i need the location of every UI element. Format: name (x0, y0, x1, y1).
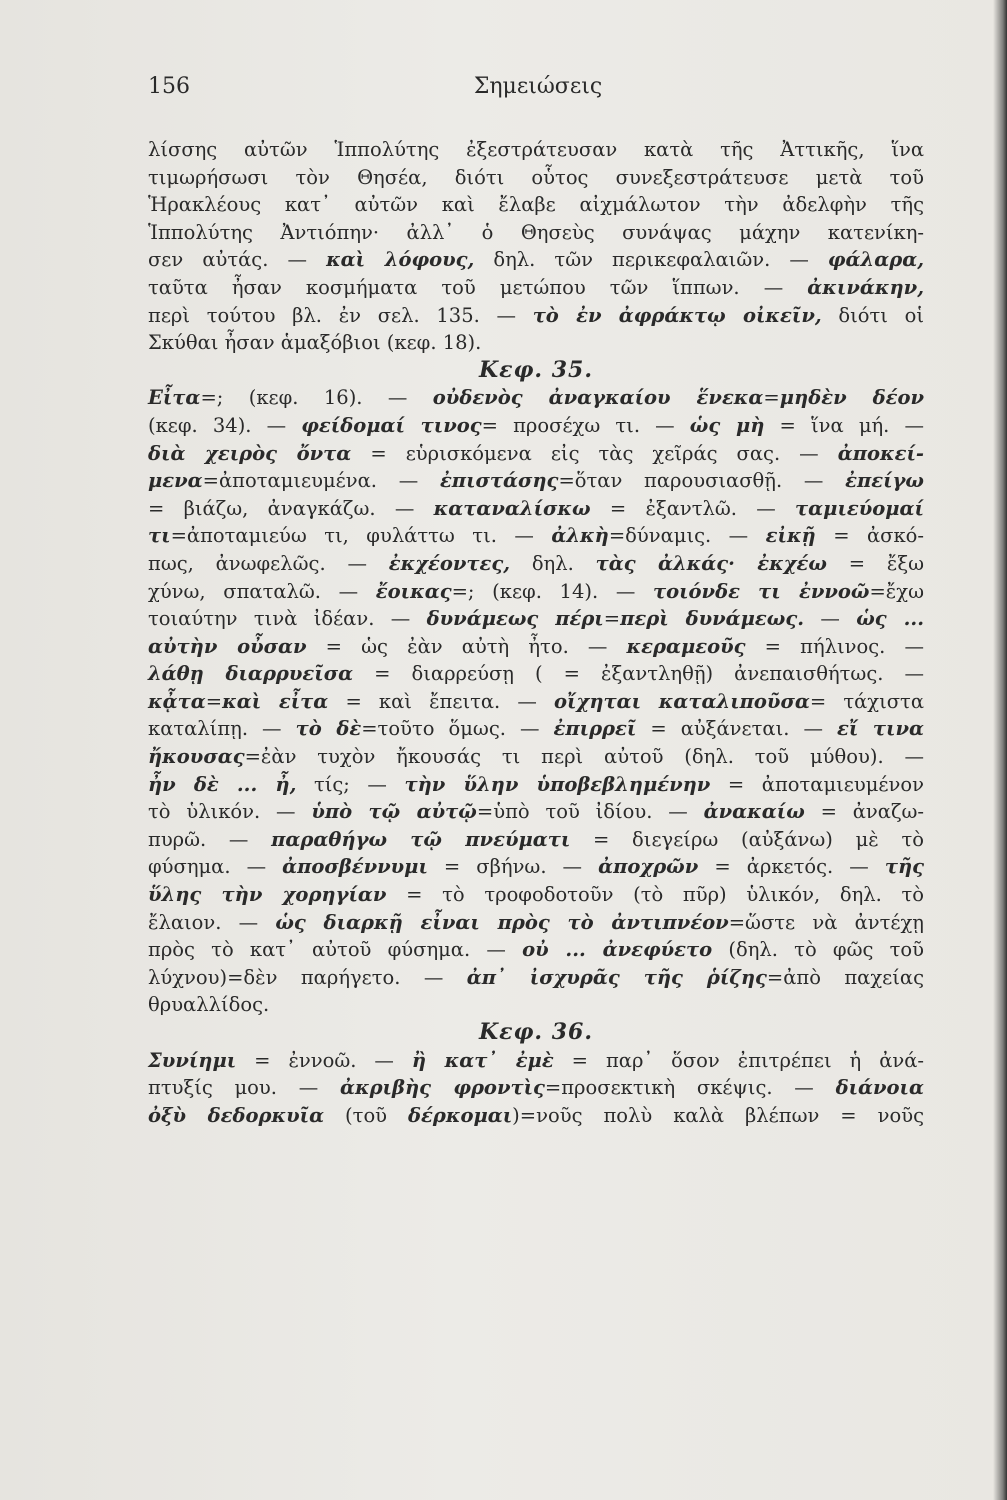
notes-body (148, 136, 924, 1129)
chapter-heading: Κεφ. 35. (479, 356, 593, 383)
page-header (148, 74, 928, 108)
text-line: πως, ἀνωφελῶς. — ἐκχέοντες, δηλ. τὰς ἀλκάς· ἐκχέω = ἔξω (148, 551, 924, 575)
text-line: καταλίπῃ. — τὸ δὲ=τοῦτο ὅμως. — ἐπιρρεῖ = αὐξάνεται. — εἴ τινα (148, 717, 925, 741)
running-title: Σημειώσεις (473, 74, 603, 99)
text-line: Ἡρακλέους κατ᾽ αὐτῶν καὶ ἔλαβε αἰχμάλωτον τὴν ἀδελφὴν τῆς (148, 193, 924, 217)
text-line: ἤκουσας=ἐὰν τυχὸν ἤκουσάς τι περὶ αὐτοῦ (δηλ. τοῦ μύθου). — (148, 745, 924, 769)
text-line: πυρῶ. — παραθήγω τῷ πνεύματι = διεγείρω (αὐξάνω) μὲ τὸ (148, 827, 924, 851)
text-line: Εἶτα=; (κεφ. 16). — οὐδενὸς ἀναγκαίου ἕνεκα=μηδὲν δέον (148, 386, 924, 410)
chapter-heading: Κεφ. 36. (479, 1019, 593, 1045)
text-line: Συνίημι = ἐννοῶ. — ἢ κατ᾽ ἐμὲ = παρ᾽ ὅσον ἐπιτρέπει ἡ ἀνά- (148, 1048, 924, 1072)
text-line: φύσημα. — ἀποσβέννυμι = σβήνω. — ἀποχρῶν = ἀρκετός. — τῆς (148, 855, 924, 879)
text-line: τιμωρήσωσι τὸν Θησέα, διότι οὗτος συνεξεστράτευσε μετὰ τοῦ (148, 165, 924, 189)
text-line: τὸ ὑλικόν. — ὑπὸ τῷ αὐτῷ=ὑπὸ τοῦ ἰδίου. — ἀνακαίω = ἀναζω- (148, 800, 925, 824)
text-line: κᾆτα=καὶ εἶτα = καὶ ἔπειτα. — οἴχηται καταλιποῦσα= τάχιστα (148, 689, 925, 713)
text-line: = βιάζω, ἀναγκάζω. — καταναλίσκω = ἐξαντλῶ. — ταμιεύομαί (148, 496, 924, 520)
text-line: περὶ τούτου βλ. ἐν σελ. 135. — τὸ ἐν ἀφράκτῳ οἰκεῖν, διότι οἱ (148, 303, 924, 327)
text-line: ταῦτα ἦσαν κοσμήματα τοῦ μετώπου τῶν ἵππων. — ἀκινάκην, (148, 275, 924, 299)
text-line: (κεφ. 34). — φείδομαί τινος= προσέχω τι. — ὡς μὴ = ἵνα μή. — (148, 413, 925, 437)
text-line: λάθῃ διαρρυεῖσα = διαρρεύσῃ ( = ἐξαντληθῇ) ἀνεπαισθήτως. — (148, 662, 924, 686)
text-line: σεν αὐτάς. — καὶ λόφους, δηλ. τῶν περικεφαλαιῶν. — φάλαρα, (148, 248, 924, 272)
text-line: θρυαλλίδος. (148, 993, 270, 1017)
text-line: τοιαύτην τινὰ ἰδέαν. — δυνάμεως πέρι=περὶ δυνάμεως. — ὡς ... (148, 607, 924, 631)
page-gutter-shadow (993, 0, 1007, 1500)
text-line: διὰ χειρὸς ὄντα = εὑρισκόμενα εἰς τὰς χεῖράς σας. — ἀποκεί- (148, 441, 925, 465)
text-line: Ἱππολύτης Ἀντιόπην· ἀλλ᾽ ὁ Θησεὺς συνάψας μάχην κατενίκη- (148, 220, 924, 244)
text-line: πρὸς τὸ κατ᾽ αὐτοῦ φύσημα. — οὐ ... ἀνεφύετο (δηλ. τὸ φῶς τοῦ (148, 938, 924, 962)
text-line: ὀξὺ δεδορκυῖα (τοῦ δέρκομαι)=νοῦς πολὺ καλὰ βλέπων = νοῦς (148, 1103, 924, 1127)
text-line: ἔλαιον. — ὡς διαρκῇ εἶναι πρὸς τὸ ἀντιπνέον=ὥστε νὰ ἀντέχῃ (148, 910, 924, 934)
page-number: 156 (148, 74, 190, 99)
text-line: πτυξίς μου. — ἀκριβὴς φροντὶς=προσεκτικὴ σκέψις. — διάνοια (148, 1076, 924, 1100)
text-line: αὐτὴν οὖσαν = ὡς ἐὰν αὐτὴ ἦτο. — κεραμεοῦς = πήλινος. — (148, 634, 924, 658)
text-line: τι=ἀποταμιεύω τι, φυλάττω τι. — ἀλκὴ=δύναμις. — εἰκῇ = ἀσκό- (148, 524, 925, 548)
text-line: μενα=ἀποταμιευμένα. — ἐπιστάσης=ὅταν παρουσιασθῇ. — ἐπείγω (148, 469, 924, 493)
text-line: λίσσης αὐτῶν Ἱππολύτης ἐξεστράτευσαν κατὰ τῆς Ἀττικῆς, ἵνα (148, 138, 924, 161)
text-line: Σκύθαι ἦσαν ἁμαξόβιοι (κεφ. 18). (148, 331, 482, 355)
text-line: ὕλης τὴν χορηγίαν = τὸ τροφοδοτοῦν (τὸ πῦρ) ὑλικόν, δηλ. τὸ (148, 883, 925, 907)
text-line: λύχνου)=δὲν παρήγετο. — ἀπ᾽ ἰσχυρᾶς τῆς ῥίζης=ἀπὸ παχείας (148, 965, 924, 989)
text-line: ἦν δὲ ... ἦ, τίς; — τὴν ὕλην ὑποβεβλημένην = ἀποταμιευμένον (148, 772, 924, 796)
text-line: χύνω, σπαταλῶ. — ἔοικας=; (κεφ. 14). — τοιόνδε τι ἐννοῶ=ἔχω (148, 579, 924, 603)
